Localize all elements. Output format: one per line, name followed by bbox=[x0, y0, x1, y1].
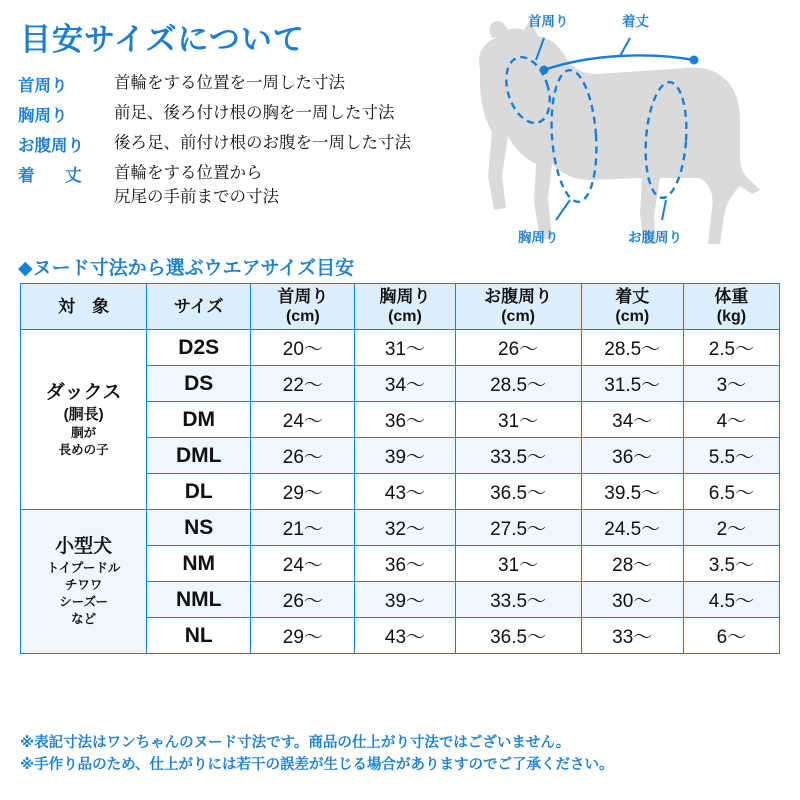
group-note: トイプードル チワワ シーズー bbox=[46, 561, 121, 609]
definition-term: 首周り bbox=[18, 77, 68, 95]
th-length-sub: (cm) bbox=[615, 308, 650, 326]
cell-size: NL bbox=[147, 618, 251, 654]
footnotes bbox=[20, 732, 790, 777]
cell-weight: 3.5〜 bbox=[683, 546, 779, 582]
cell-size: NML bbox=[147, 582, 251, 618]
definition-row bbox=[18, 162, 498, 210]
th-neck-main: 首周り bbox=[277, 286, 329, 306]
th-size-main: サイズ bbox=[173, 296, 224, 316]
cell-neck: 24〜 bbox=[251, 546, 355, 582]
cell-chest: 39〜 bbox=[355, 582, 455, 618]
cell-chest: 36〜 bbox=[355, 546, 455, 582]
th-length-main: 着丈 bbox=[615, 286, 650, 306]
diagram-label-neck: 首周り bbox=[528, 14, 569, 29]
th-weight-main: 体重 bbox=[714, 286, 749, 306]
cell-neck: 22〜 bbox=[251, 366, 355, 402]
footnote: ※手作り品のため、仕上がりには若干の誤差が生じる場合がありますのでご了承ください。 bbox=[20, 757, 614, 774]
th-length bbox=[581, 284, 683, 330]
th-chest-sub: (cm) bbox=[388, 308, 422, 326]
cell-chest: 36〜 bbox=[355, 402, 455, 438]
cell-neck: 29〜 bbox=[251, 618, 355, 654]
cell-length: 28.5〜 bbox=[581, 330, 683, 366]
group-note-secondary: 長めの子 bbox=[58, 442, 109, 457]
chest-leader-line bbox=[556, 200, 570, 220]
dog-silhouette bbox=[479, 20, 760, 244]
cell-size: DL bbox=[147, 474, 251, 510]
group-main-label: ダックス bbox=[45, 381, 122, 403]
size-table-body bbox=[21, 330, 780, 654]
cell-chest: 34〜 bbox=[355, 366, 455, 402]
th-belly-main: お腹周り bbox=[484, 286, 553, 306]
cell-chest: 43〜 bbox=[355, 618, 455, 654]
group-main-label: 小型犬 bbox=[55, 536, 113, 558]
definition-row bbox=[18, 72, 498, 96]
definition-term: お腹周り bbox=[18, 137, 84, 155]
th-chest-main: 胸周り bbox=[379, 286, 431, 306]
group-sub-label: (胴長) bbox=[63, 406, 104, 424]
definition-description: 首輪をする位置から 尻尾の手前までの寸法 bbox=[114, 164, 279, 206]
th-neck bbox=[251, 284, 355, 330]
th-weight-sub: (kg) bbox=[716, 308, 747, 326]
cell-chest: 31〜 bbox=[355, 330, 455, 366]
size-table bbox=[20, 283, 780, 654]
cell-weight: 4.5〜 bbox=[683, 582, 779, 618]
th-chest bbox=[355, 284, 455, 330]
cell-neck: 26〜 bbox=[251, 582, 355, 618]
th-target-main: 対 象 bbox=[58, 296, 110, 316]
cell-belly: 28.5〜 bbox=[455, 366, 581, 402]
definition-description: 前足、後ろ付け根の胸を一周した寸法 bbox=[114, 104, 395, 122]
cell-weight: 4〜 bbox=[683, 402, 779, 438]
cell-length: 24.5〜 bbox=[581, 510, 683, 546]
table-group-cell bbox=[21, 510, 147, 654]
table-header-row bbox=[21, 284, 780, 330]
cell-length: 28〜 bbox=[581, 546, 683, 582]
cell-neck: 26〜 bbox=[251, 438, 355, 474]
group-note-secondary: など bbox=[71, 611, 97, 626]
definition-term: 胸周り bbox=[18, 107, 68, 125]
cell-neck: 29〜 bbox=[251, 474, 355, 510]
cell-length: 33〜 bbox=[581, 618, 683, 654]
cell-belly: 31〜 bbox=[455, 546, 581, 582]
diagram-label-length: 着丈 bbox=[622, 14, 649, 29]
cell-weight: 2〜 bbox=[683, 510, 779, 546]
section-heading: ◆ヌード寸法から選ぶウエアサイズ目安 bbox=[18, 258, 355, 279]
cell-length: 36〜 bbox=[581, 438, 683, 474]
cell-belly: 33.5〜 bbox=[455, 582, 581, 618]
cell-neck: 24〜 bbox=[251, 402, 355, 438]
cell-size: NS bbox=[147, 510, 251, 546]
cell-weight: 6〜 bbox=[683, 618, 779, 654]
diagram-label-belly: お腹周り bbox=[628, 230, 682, 245]
length-end-dot bbox=[690, 56, 699, 65]
th-target bbox=[21, 284, 147, 330]
page-title: 目安サイズについて bbox=[20, 22, 305, 57]
cell-belly: 26〜 bbox=[455, 330, 581, 366]
footnote: ※表記寸法はワンちゃんのヌード寸法です。商品の仕上がり寸法ではございません。 bbox=[20, 735, 571, 751]
cell-belly: 36.5〜 bbox=[455, 618, 581, 654]
cell-chest: 39〜 bbox=[355, 438, 455, 474]
cell-belly: 27.5〜 bbox=[455, 510, 581, 546]
definition-row bbox=[18, 132, 498, 156]
table-row bbox=[21, 510, 780, 546]
cell-chest: 43〜 bbox=[355, 474, 455, 510]
definition-term: 着 丈 bbox=[18, 167, 89, 185]
diagram-label-chest: 胸周り bbox=[518, 230, 559, 245]
dog-illustration-svg bbox=[440, 8, 792, 258]
table-group-cell bbox=[21, 330, 147, 510]
cell-neck: 20〜 bbox=[251, 330, 355, 366]
length-leader-line bbox=[620, 38, 630, 56]
cell-belly: 36.5〜 bbox=[455, 474, 581, 510]
cell-weight: 5.5〜 bbox=[683, 438, 779, 474]
cell-weight: 3〜 bbox=[683, 366, 779, 402]
cell-size: DS bbox=[147, 366, 251, 402]
group-note: 胴が bbox=[71, 425, 97, 440]
cell-length: 34〜 bbox=[581, 402, 683, 438]
cell-length: 30〜 bbox=[581, 582, 683, 618]
dog-diagram bbox=[440, 8, 792, 258]
cell-length: 31.5〜 bbox=[581, 366, 683, 402]
cell-length: 39.5〜 bbox=[581, 474, 683, 510]
definition-list bbox=[18, 72, 498, 216]
cell-belly: 31〜 bbox=[455, 402, 581, 438]
th-belly-sub: (cm) bbox=[501, 308, 535, 326]
cell-size: D2S bbox=[147, 330, 251, 366]
cell-chest: 32〜 bbox=[355, 510, 455, 546]
definition-description: 後ろ足、前付け根のお腹を一周した寸法 bbox=[114, 134, 411, 152]
definition-row bbox=[18, 102, 498, 126]
th-belly bbox=[455, 284, 581, 330]
definition-description: 首輪をする位置を一周した寸法 bbox=[114, 74, 345, 92]
cell-weight: 2.5〜 bbox=[683, 330, 779, 366]
cell-size: NM bbox=[147, 546, 251, 582]
length-start-dot bbox=[540, 66, 549, 75]
cell-neck: 21〜 bbox=[251, 510, 355, 546]
belly-leader-line bbox=[662, 200, 666, 220]
cell-size: DML bbox=[147, 438, 251, 474]
cell-weight: 6.5〜 bbox=[683, 474, 779, 510]
cell-size: DM bbox=[147, 402, 251, 438]
cell-belly: 33.5〜 bbox=[455, 438, 581, 474]
th-weight bbox=[683, 284, 779, 330]
table-row bbox=[21, 330, 780, 366]
size-table-head bbox=[21, 284, 780, 330]
th-size bbox=[147, 284, 251, 330]
th-neck-sub: (cm) bbox=[285, 308, 320, 326]
